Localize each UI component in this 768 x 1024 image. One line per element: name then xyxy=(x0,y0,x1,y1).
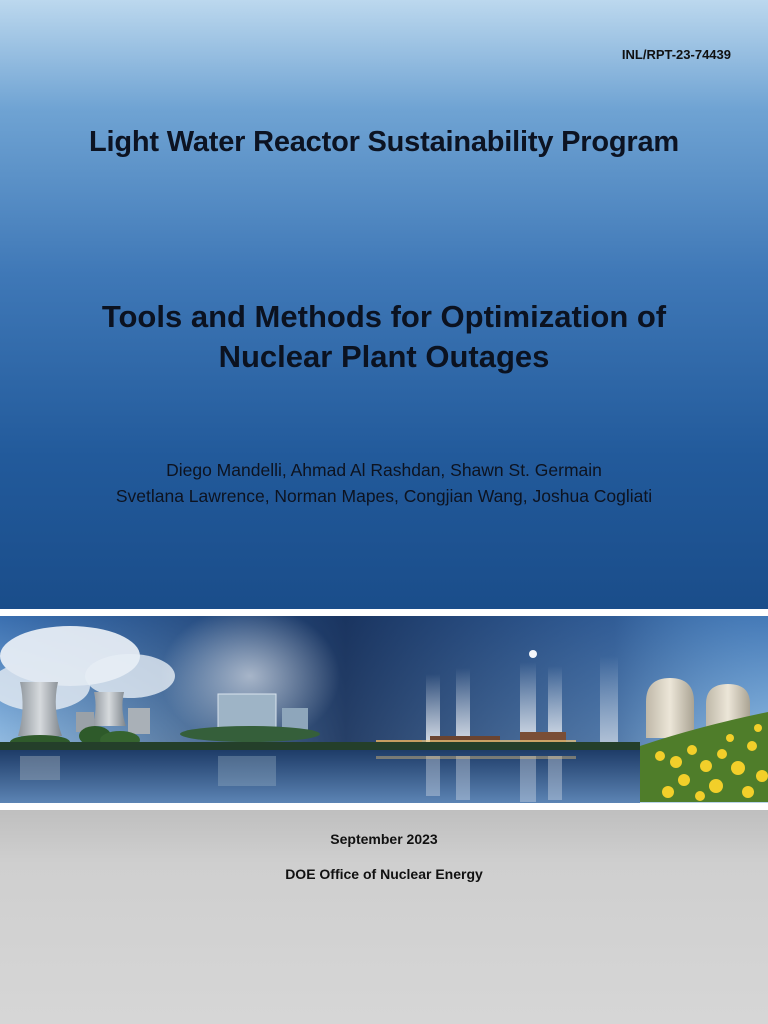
report-title-line-1: Tools and Methods for Optimization of xyxy=(101,299,667,334)
report-title-line-2: Nuclear Plant Outages xyxy=(218,339,550,374)
publication-date: September 2023 xyxy=(330,831,438,847)
report-title xyxy=(0,297,768,377)
separator-band xyxy=(0,609,768,616)
authors-line-2: Svetlana Lawrence, Norman Mapes, Congjian Wang, Joshua Cogliati xyxy=(115,486,653,506)
program-title: Light Water Reactor Sustainability Program xyxy=(89,126,679,158)
authors-line-1: Diego Mandelli, Ahmad Al Rashdan, Shawn St. Germain xyxy=(166,460,602,480)
power-plants-photo-collage xyxy=(0,616,768,803)
author-list xyxy=(0,457,768,509)
cover-footer-panel xyxy=(0,810,768,1024)
publishing-office: DOE Office of Nuclear Energy xyxy=(285,866,483,882)
separator-band xyxy=(0,803,768,810)
report-number: INL/RPT-23-74439 xyxy=(621,47,731,62)
